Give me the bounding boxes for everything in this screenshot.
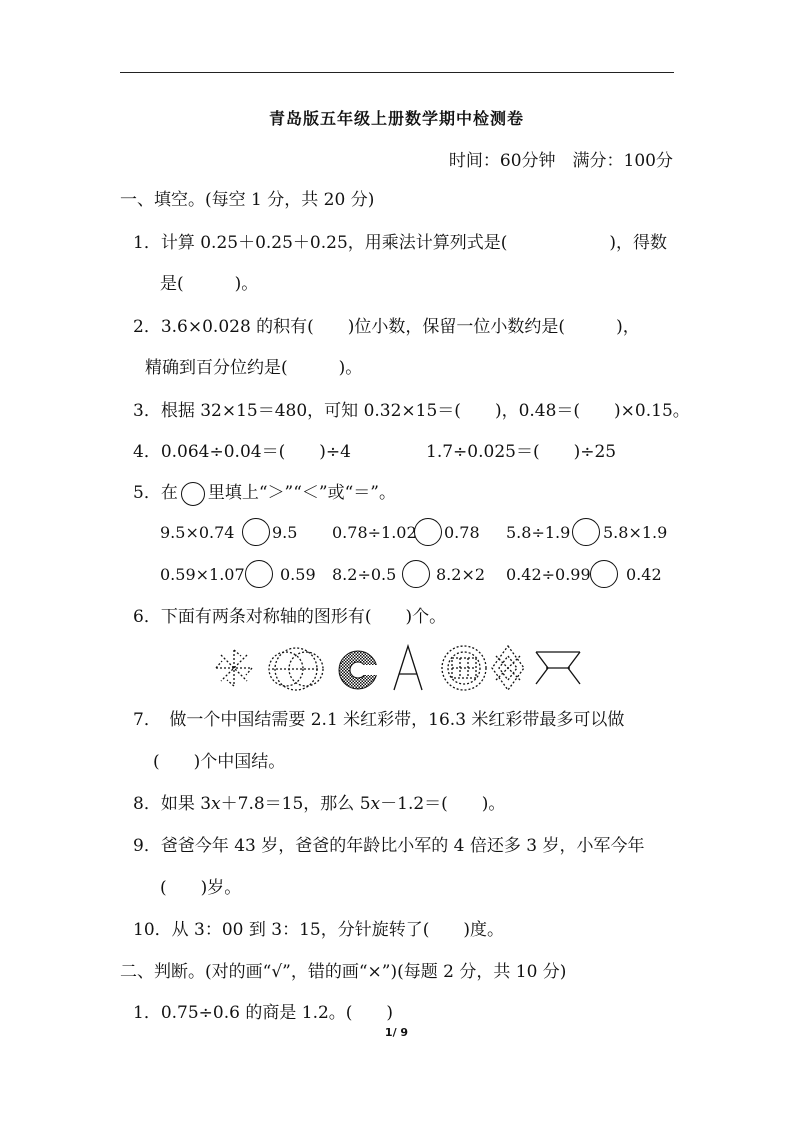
comparison-right: 9.5 bbox=[272, 523, 298, 542]
q1-line2: 是( )。 bbox=[160, 274, 259, 294]
q7-line1: 7． 做一个中国结需要 2.1 米红彩带，16.3 米红彩带最多可以做 bbox=[133, 710, 625, 730]
comparison-right: 8.2×2 bbox=[436, 565, 486, 584]
pinwheel-figure-icon bbox=[216, 650, 252, 686]
comparison-item bbox=[160, 563, 316, 587]
q2-line1: 2．3.6×0.028 的积有( )位小数，保留一位小数约是( )， bbox=[133, 317, 640, 337]
exam-title: 青岛版五年级上册数学期中检测卷 bbox=[268, 109, 524, 128]
q9-line2: ( )岁。 bbox=[160, 878, 242, 898]
symmetry-figures-svg bbox=[210, 640, 590, 696]
comparison-left: 5.8÷1.9 bbox=[506, 523, 571, 542]
q4-part-b: 1.7÷0.025＝( )÷25 bbox=[426, 442, 617, 462]
comparison-left: 0.42÷0.99 bbox=[506, 565, 591, 584]
q2-line2: 精确到百分位约是( )。 bbox=[145, 358, 363, 378]
q3-line: 3．根据 32×15＝480，可知 0.32×15＝( )，0.48＝( )×0.15。 bbox=[133, 401, 690, 421]
overlapping-circles-figure-icon bbox=[269, 648, 323, 690]
comparison-left: 0.78÷1.02 bbox=[332, 523, 417, 542]
s2-q1-line: 1．0.75÷0.6 的商是 1.2。( ) bbox=[133, 1003, 394, 1023]
comparison-answer-circle[interactable] bbox=[245, 560, 273, 588]
comparison-left: 0.59×1.07 bbox=[160, 565, 245, 584]
comparison-item bbox=[506, 563, 662, 587]
q8-part-c: －1.2＝( )。 bbox=[380, 794, 506, 814]
q10-line: 10．从 3：00 到 3：15，分针旋转了( )度。 bbox=[133, 920, 505, 940]
symmetry-figures bbox=[210, 640, 590, 696]
comparison-answer-circle[interactable] bbox=[414, 518, 442, 546]
comparison-item bbox=[332, 563, 486, 587]
comparison-item bbox=[332, 521, 480, 545]
comparison-answer-circle[interactable] bbox=[402, 560, 430, 588]
q9-line1: 9．爸爸今年 43 岁，爸爸的年龄比小军的 4 倍还多 3 岁，小军今年 bbox=[133, 836, 645, 856]
comparison-right: 5.8×1.9 bbox=[603, 523, 668, 542]
header-rule bbox=[120, 72, 674, 73]
trapezoid-figure-icon bbox=[536, 652, 580, 684]
q7-line2: ( )个中国结。 bbox=[153, 752, 286, 772]
comparison-right: 0.42 bbox=[626, 565, 662, 584]
q5-line bbox=[133, 481, 396, 506]
q8-line bbox=[133, 792, 505, 816]
letter-a-figure-icon bbox=[394, 646, 422, 690]
q8-variable: x bbox=[211, 794, 221, 814]
section1-heading: 一、填空。(每空 1 分，共 20 分) bbox=[120, 190, 375, 210]
diamond-figure-icon bbox=[492, 646, 524, 690]
time-score-info: 时间：60分钟 满分：100分 bbox=[448, 151, 673, 171]
q1-line1: 1．计算 0.25＋0.25＋0.25，用乘法计算列式是( )，得数 bbox=[133, 233, 668, 253]
q4-part-a: 4．0.064÷0.04＝( )÷4 bbox=[133, 442, 351, 462]
q5-prefix: 5．在 bbox=[133, 483, 178, 503]
q8-variable: x bbox=[370, 794, 381, 814]
section2-heading: 二、判断。(对的画“√”，错的画“×”)(每题 2 分，共 10 分) bbox=[120, 962, 567, 982]
comparison-answer-circle[interactable] bbox=[242, 518, 270, 546]
comparison-item bbox=[160, 521, 298, 545]
q8-part-a: 8．如果 3 bbox=[133, 794, 212, 814]
page-number: 1/ 9 bbox=[384, 1026, 409, 1039]
checkered-ring-figure-icon bbox=[339, 651, 380, 689]
q6-line: 6．下面有两条对称轴的图形有( )个。 bbox=[133, 607, 447, 627]
circle-grid-figure-icon bbox=[442, 646, 486, 690]
q8-part-b: ＋7.8＝15，那么 5 bbox=[220, 794, 371, 814]
comparison-left: 8.2÷0.5 bbox=[332, 565, 397, 584]
answer-circle-icon bbox=[181, 482, 205, 506]
q5-suffix: 里填上“＞”“＜”或“＝”。 bbox=[207, 483, 396, 503]
comparison-left: 9.5×0.74 bbox=[160, 523, 235, 542]
comparison-answer-circle[interactable] bbox=[572, 518, 600, 546]
comparison-item bbox=[506, 521, 668, 545]
comparison-right: 0.78 bbox=[444, 523, 480, 542]
comparison-answer-circle[interactable] bbox=[590, 560, 618, 588]
comparison-right: 0.59 bbox=[280, 565, 316, 584]
